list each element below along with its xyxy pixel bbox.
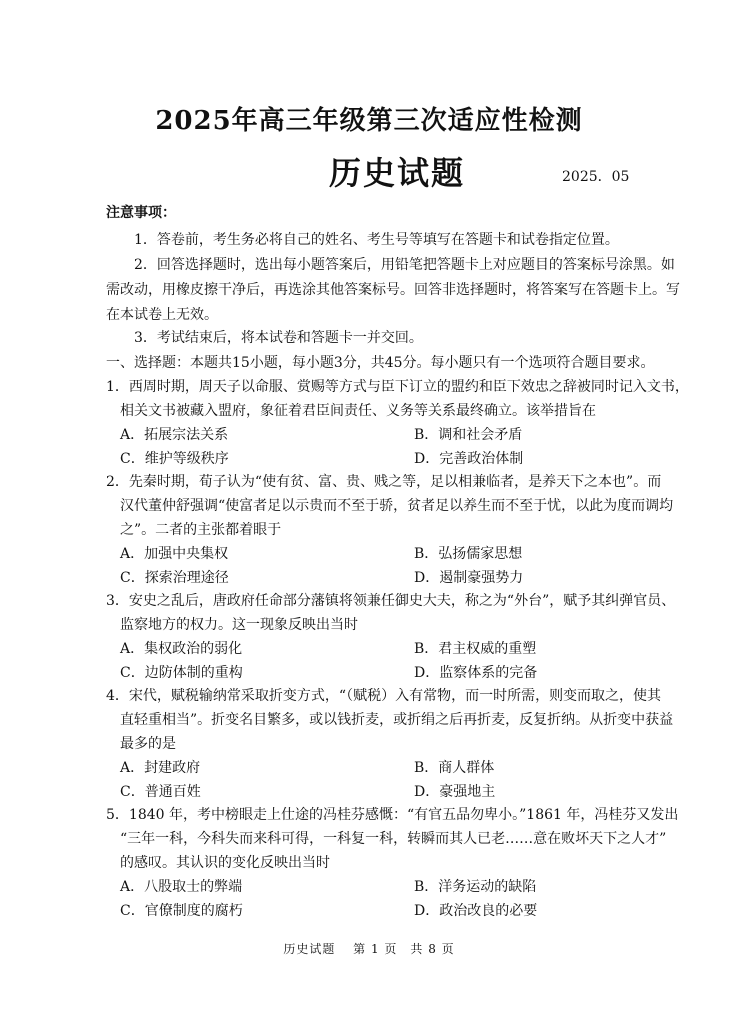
question-3-option-c: C．边防体制的重构 [120, 665, 243, 681]
question-1-line-1: 1．西周时期，周天子以命服、赏赐等方式与臣下订立的盟约和臣下效忠之辞被同时记入文书， [106, 379, 689, 395]
question-4-option-d: D．豪强地主 [414, 784, 496, 800]
question-5-line-3: 的感叹。其认识的变化反映出当时 [120, 855, 330, 871]
note-item-2-line-1: 2．回答选择题时，选出每小题答案后，用铅笔把答题卡上对应题目的答案标号涂黑。如 [134, 257, 675, 273]
question-3-option-b: B．君主权威的重塑 [414, 641, 537, 657]
note-item-2-line-3: 在本试卷上无效。 [106, 307, 218, 323]
question-3-option-a: A．集权政治的弱化 [120, 641, 243, 657]
question-5-line-2: “三年一科，今科失而来科可得，一科复一科，转瞬而其人已老……意在败坏天下之人才” [120, 831, 667, 847]
question-1-line-2: 相关文书被藏入盟府，象征着君臣间责任、义务等关系最终确立。该举措旨在 [120, 403, 596, 419]
question-4-line-3: 最多的是 [120, 736, 176, 752]
section-heading: 一、选择题：本题共15小题，每小题3分，共45分。每小题只有一个选项符合题目要求。 [106, 355, 655, 371]
question-5-option-c: C．官僚制度的腐朽 [120, 903, 243, 919]
note-item-1: 1．答卷前，考生务必将自己的姓名、考生号等填写在答题卡和试卷指定位置。 [134, 232, 619, 248]
question-4-option-c: C．普通百姓 [120, 784, 201, 800]
notes-heading: 注意事项： [106, 205, 176, 221]
subject-title: 历史试题 [329, 154, 466, 192]
question-5-option-a: A．八股取士的弊端 [120, 879, 243, 895]
question-2-option-c: C．探索治理途径 [120, 570, 229, 586]
question-2-line-2: 汉代董仲舒强调“使富者足以示贵而不至于骄，贫者足以养生而不至于忧，以此为度而调均 [120, 498, 674, 514]
question-1-option-d: D．完善政治体制 [414, 451, 524, 467]
question-2-option-b: B．弘扬儒家思想 [414, 546, 523, 562]
question-2-line-3: 之”。二者的主张都着眼于 [120, 522, 282, 538]
question-4-option-b: B．商人群体 [414, 760, 495, 776]
question-5-option-b: B．洋务运动的缺陷 [414, 879, 537, 895]
question-3-option-d: D．监察体系的完备 [414, 665, 538, 681]
note-item-2-line-2: 需改动，用橡皮擦干净后，再选涂其他答案标号。回答非选择题时，将答案写在答题卡上。写 [106, 282, 680, 298]
question-1-option-b: B．调和社会矛盾 [414, 427, 523, 443]
question-2-option-a: A．加强中央集权 [120, 546, 229, 562]
question-2-line-1: 2．先秦时期，荀子认为“使有贫、富、贵、贱之等，足以相兼临者，是养天下之本也”。而 [106, 474, 662, 490]
page-footer: 历史试题 第 1 页 共 8 页 [283, 942, 455, 956]
exam-title: 2025年高三年级第三次适应性检测 [155, 106, 583, 136]
question-3-line-2: 监察地方的权力。这一现象反映出当时 [120, 617, 358, 633]
question-5-line-1: 5．1840 年，考中榜眼走上仕途的冯桂芬感慨：“有官五品勿卑小。”1861 年，冯桂芬又发出 [106, 807, 679, 823]
note-item-3: 3．考试结束后，将本试卷和答题卡一并交回。 [134, 330, 423, 346]
question-2-option-d: D．遏制豪强势力 [414, 570, 524, 586]
question-4-line-1: 4．宋代，赋税输纳常采取折变方式，“（赋税）入有常物，而一时所需，则变而取之，使其 [106, 688, 662, 704]
question-5-option-d: D．政治改良的必要 [414, 903, 538, 919]
question-4-line-2: 直轻重相当”。折变名目繁多，或以钱折麦，或折绢之后再折麦，反复折纳。从折变中获益 [120, 712, 674, 728]
question-1-option-c: C．维护等级秩序 [120, 451, 229, 467]
exam-date: 2025．05 [562, 169, 630, 185]
question-1-option-a: A．拓展宗法关系 [120, 427, 229, 443]
question-3-line-1: 3．安史之乱后，唐政府任命部分藩镇将领兼任御史大夫，称之为“外台”，赋予其纠弹官员、 [106, 593, 676, 609]
question-4-option-a: A．封建政府 [120, 760, 201, 776]
